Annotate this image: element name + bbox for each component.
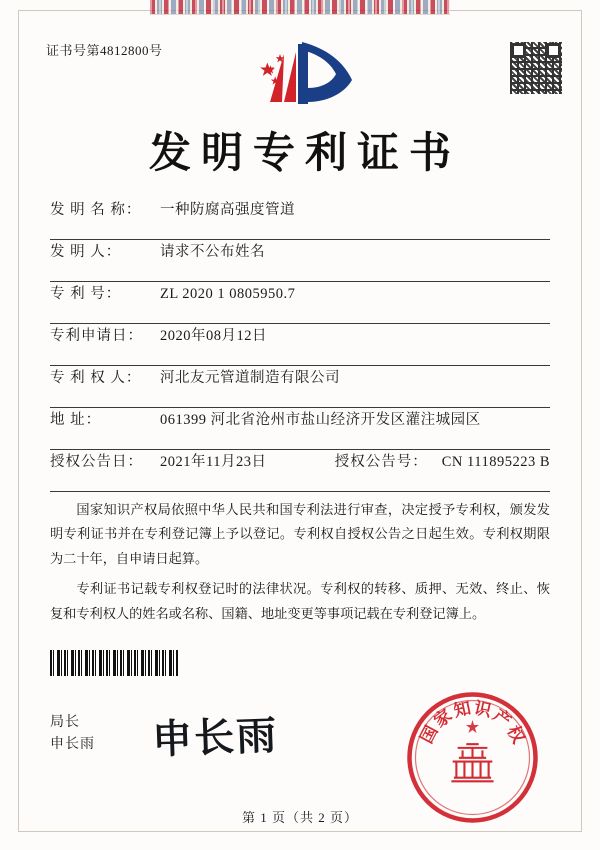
director-label: 局长 <box>50 715 80 730</box>
field-row-invention-name <box>50 198 550 240</box>
field-label: 发 明 人： <box>50 244 122 260</box>
field-row-patentee <box>50 366 550 408</box>
handwritten-signature: 申长雨 <box>151 711 279 764</box>
qr-code-icon <box>510 42 562 94</box>
paragraph-2: 专利证书记载专利权登记时的法律状况。专利权的转移、质押、无效、终止、恢复和专利权人的姓名或名称、国籍、地址变更等事项记载在专利登记簿上。 <box>50 581 550 621</box>
field-value: 一种防腐高强度管道 <box>160 202 295 218</box>
fields-list <box>50 198 550 492</box>
field-value: 2020年08月12日 <box>160 328 267 344</box>
svg-text:产: 产 <box>488 705 515 732</box>
barcode-icon <box>50 650 178 676</box>
field-row-patent-number <box>50 282 550 324</box>
svg-text:识: 识 <box>472 698 493 722</box>
field-label-announcement-number: 授权公告号： <box>334 454 428 470</box>
field-row-grant-announcement <box>50 450 550 492</box>
field-label: 授权公告日： <box>50 454 143 470</box>
field-label: 专 利 号： <box>50 286 122 302</box>
svg-text:国: 国 <box>416 722 443 747</box>
field-value: ZL 2020 1 0805950.7 <box>160 286 296 302</box>
field-row-address <box>50 408 550 450</box>
svg-text:知: 知 <box>452 698 473 722</box>
svg-text:权: 权 <box>502 722 529 747</box>
field-row-application-date <box>50 324 550 366</box>
signature-block <box>50 712 95 757</box>
cnipa-logo-icon <box>240 38 360 108</box>
field-label: 地 址： <box>50 412 102 428</box>
field-value: 河北友元管道制造有限公司 <box>160 370 340 386</box>
field-label: 发 明 名 称： <box>50 202 142 218</box>
director-name: 申长雨 <box>50 737 95 753</box>
field-label: 专利申请日： <box>50 328 143 344</box>
legal-text <box>50 498 550 632</box>
field-value: 061399 河北省沧州市盐山经济开发区灌注城园区 <box>160 412 481 428</box>
field-label: 专 利 权 人： <box>50 370 142 386</box>
certificate-number: 证书号第4812800号 <box>46 43 163 58</box>
svg-text:家: 家 <box>430 705 457 732</box>
field-value: 2021年11月23日 <box>160 454 267 470</box>
top-ornament <box>150 0 450 15</box>
page-footer: 第 1 页（共 2 页） <box>241 810 358 825</box>
page-title: 发明专利证书 <box>148 128 461 177</box>
official-seal-icon <box>405 690 540 825</box>
field-value-announcement-number: CN 111895223 B <box>441 454 550 470</box>
field-value: 请求不公布姓名 <box>160 244 265 260</box>
field-row-inventor <box>50 240 550 282</box>
paragraph-1: 国家知识产权局依照中华人民共和国专利法进行审查，决定授予专利权，颁发发明专利证书并在专利登记簿上予以登记。专利权自授权公告之日起生效。专利权期限为二十年，自申请日起算。 <box>50 502 550 566</box>
